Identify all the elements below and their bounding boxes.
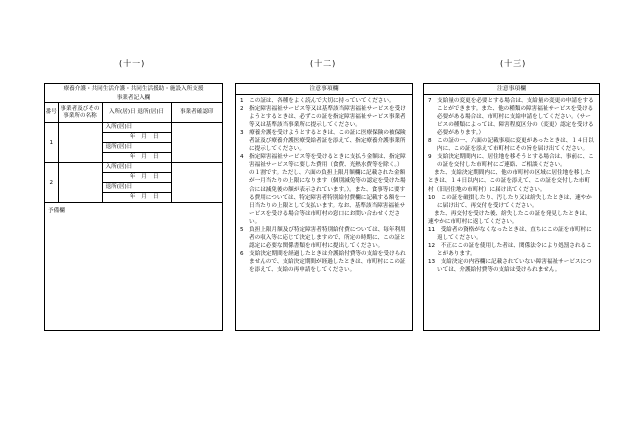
page-number-11: (十一) <box>119 59 146 68</box>
move-out-date-field[interactable] <box>102 193 171 203</box>
entry-number: 2 <box>45 163 58 203</box>
facility-record-panel <box>44 83 223 331</box>
note-item: 4 指定障害福祉サービス等を受けるときに支払う金額は、指定障害福祉サービス等に要した費用（食費、光熱水費等を除く。）の１割です。ただし、六面の負担上限月額欄に記載された金額が一月当たりの上限になります（個別減免等の認定を受けた場合には減免後の額が表示されています。）。また、食事等に要する費用については、特定障害者特別給付費欄に記載する額を一日当たりの上限として支払います。なお、基準該当障害福祉サービスを受ける場合等は市町村の窓口にお問い合わせください。 <box>240 154 406 225</box>
move-out-label: 退所(居)日 <box>102 183 171 193</box>
note-item: 10 この証を破損したり、汚したり又は紛失したときは、速やかに届け出て、再交付を受けてください。 <box>428 194 592 209</box>
page-number-12: (十二) <box>310 59 337 68</box>
notes-heading: 注意事項欄 <box>236 84 412 95</box>
note-item: 6 支給決定期間を経過したときは介護給付費等の支給を受けられませんので、支給決定期間が経過したときは、市町村にこの証を添えて、支給の再申請をしてください。 <box>240 250 406 273</box>
notes-list <box>236 95 412 274</box>
table-row <box>45 163 222 173</box>
panel-title-line1: 療養介護・共同生活介護・共同生活援助・施設入所支援 <box>63 86 204 92</box>
note-item: 5 負担上限月額及び特定障害者特別給付費については、毎年利用者の収入等に応じて決定しますので、所定の時期に、この証と認定に必要な関係書類を市町村に提出してください。 <box>240 226 406 249</box>
confirm-seal-field[interactable] <box>171 163 222 203</box>
move-in-label: 入所(居)日 <box>102 163 171 173</box>
note-item: 3 療養介護を受けようとするときは、この証に医療保険の被保険者証及び療養介護医療受給者証を添えて、指定療養介護事業所に提示してください。 <box>240 130 406 153</box>
note-item: 11 受給者の資格がなくなったときは、直ちにこの証を市町村に返してください。 <box>428 226 592 241</box>
entry-number: 1 <box>45 123 58 163</box>
note-item: 1 この証は、各種をよく読んで大切に持っていてください。 <box>240 98 395 104</box>
header-facility: 事業者及びその事業所の名称 <box>58 103 102 123</box>
move-in-label: 入所(居)日 <box>102 123 171 133</box>
panel-title-line2: 事業者記入欄 <box>116 95 151 101</box>
note-item: また、再交付を受けた後、紛失したこの証を発見したときは、速やかに市町村に返してください。 <box>428 210 591 225</box>
move-out-label: 退所(居)日 <box>102 143 171 153</box>
move-in-date-field[interactable] <box>102 173 171 183</box>
header-number: 番号 <box>45 103 58 123</box>
date-units: 年月日 <box>129 154 165 160</box>
panel-title <box>45 84 222 103</box>
date-units: 年月日 <box>129 134 165 140</box>
move-out-date-field[interactable] <box>102 153 171 163</box>
header-confirm: 事業者確認印 <box>171 103 222 123</box>
note-item: 2 指定障害福祉サービス等又は基準該当障害福祉サービスを受けようとするときは、必ずこの証を指定障害福祉サービス事業者等又は基準該当事業所に提示してください。 <box>240 106 406 129</box>
table-header-row <box>45 103 222 123</box>
note-item: 13 支給決定の内容欄に記載されていない障害福祉サービスについては、介護給付費等の支給は受けられません。 <box>428 258 592 273</box>
note-item: また、支給決定期間内に、他の市町村の区域に居住地を移したときは、１４日以内に、この証を添えて、この証を交付した市町村（旧居住地の市町村）に届け出てください。 <box>428 170 591 193</box>
note-item: 7 支給量の変更を必要とする場合は、支給量の変更の申請をすることができます。また、他の種類の障害福祉サービスを受ける必要がある場合は、市町村に支給申請をしてください。（サービスの種類によっては、障害程度区分の（変更）認定を受ける必要があります。） <box>428 98 594 137</box>
notes-heading: 注意事項欄 <box>424 84 599 95</box>
date-units: 年月日 <box>129 194 165 200</box>
date-units: 年月日 <box>129 174 165 180</box>
table-row <box>45 123 222 133</box>
page-number-13: (十三) <box>500 59 527 68</box>
note-item: 9 支給決定期間内に、居住地を移そうとする場合は、事前に、この証を交付した市町村にご連絡、ご相談ください。 <box>428 154 594 169</box>
facility-name-field[interactable] <box>58 163 102 203</box>
notes-panel-13 <box>423 83 600 331</box>
facility-name-field[interactable] <box>58 123 102 163</box>
note-item: 8 この証の一、六面の記載事項に変更があったときは、１４日以内に、この証を添えて市町村にその旨を届け出てください。 <box>428 138 594 153</box>
header-dates: 入所(居)日 退所(居)日 <box>102 103 171 123</box>
confirm-seal-field[interactable] <box>171 123 222 163</box>
notes-panel-12 <box>235 83 413 331</box>
reserve-field-label: 予備欄 <box>48 208 65 214</box>
notes-list <box>424 95 599 274</box>
note-item: 12 不正にこの証を使用した者は、関係法令により処罰されることがあります。 <box>428 242 592 257</box>
move-in-date-field[interactable] <box>102 133 171 143</box>
facility-record-table <box>45 103 222 203</box>
